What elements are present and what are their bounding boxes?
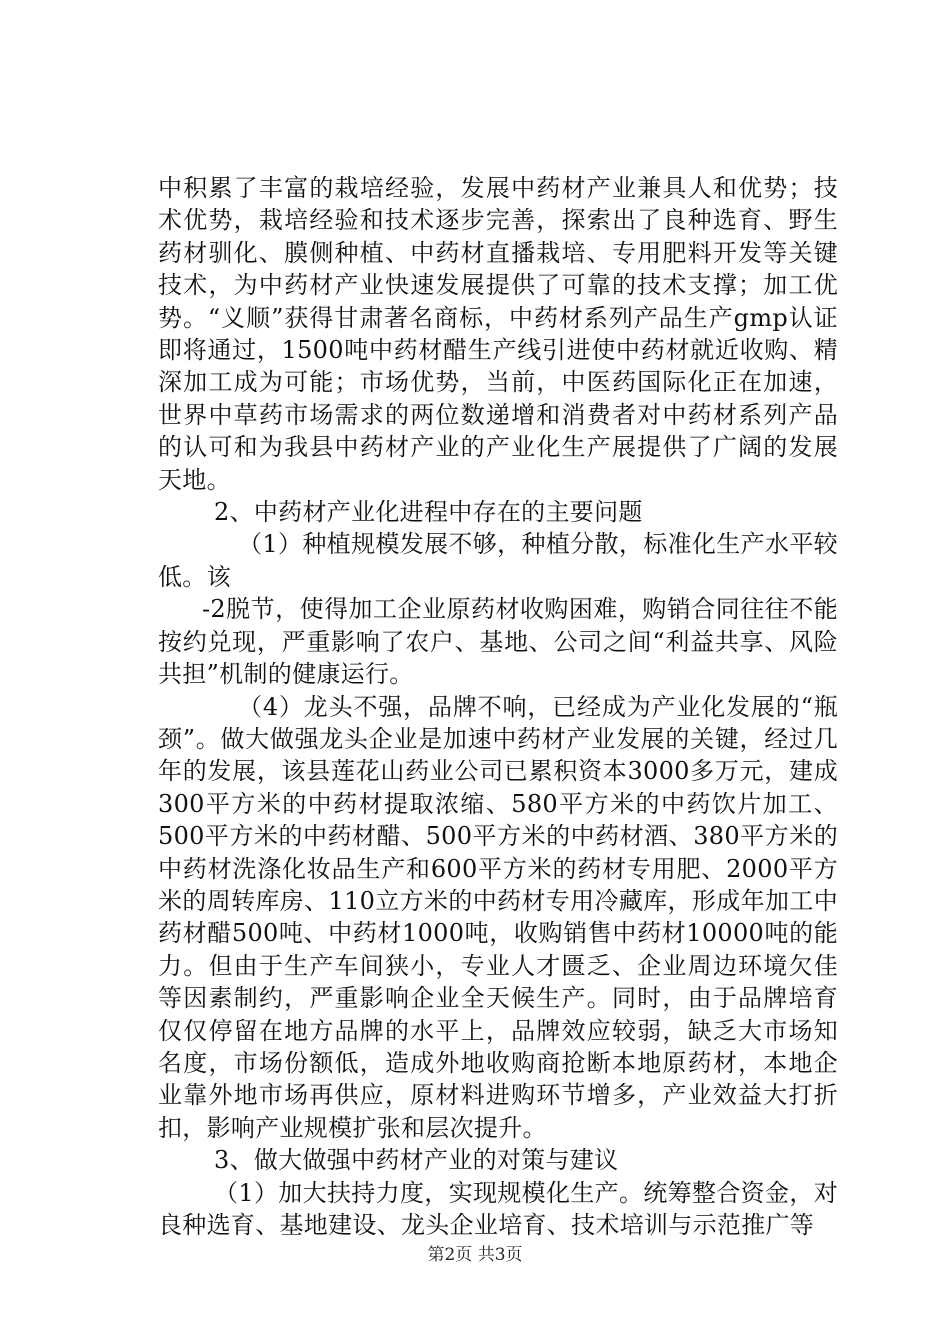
paragraph-advantages: 中积累了丰富的栽培经验，发展中药材产业兼具人和优势；技术优势，栽培经验和技术逐步完善，探索出了良种选育、野生药材驯化、膜侧种植、中药材直播栽培、专用肥料开发等关键技术，为中药材产业快速发展提供了可靠的技术支撑；加工优势。“义顺”获得甘肃著名商标，中药材系列产品生产gmp认证即将通过，1500吨中药材醋生产线引进使中药材就近收购、精深加工成为可能；市场优势，当前，中医药国际化正在加速，世界中草药市场需求的两位数递增和消费者对中药材系列产品的认可和为我县中药材产业的产业化生产展提供了广阔的发展天地。 <box>158 174 838 494</box>
section-heading-problems: 2、中药材产业化进程中存在的主要问题 <box>214 498 643 527</box>
paragraph-problem-4: （4）龙头不强，品牌不响，已经成为产业化发展的“瓶颈”。做大做强龙头企业是加速中药材产业发展的关键，经过几年的发展，该县莲花山药业公司已累积资本3000多万元，建成300平方米的中药材提取浓缩、580平方米的中药饮片加工、500平方米的中药材醋、500平方米的中药材酒、380平方米的中药材洗涤化妆品生产和600平方米的药材专用肥、2000平方米的周转库房、110立方米的中药材专用冷藏库，形成年加工中药材醋500吨、中药材1000吨，收购销售中药材10000吨的能力。但由于生产车间狭小，专业人才匮乏、企业周边环境欠佳等因素制约，严重影响企业全天候生产。同时，由于品牌培育仅仅停留在地方品牌的水平上，品牌效应较弱，缺乏大市场知名度，市场份额低，造成外地收购商抢断本地原药材，本地企业靠外地市场再供应，原材料进购环节增多，产业效益大打折扣，影响产业规模扩张和层次提升。 <box>158 692 838 1142</box>
paragraph-fragment: -2脱节，使得加工企业原药材收购困难，购销合同往往不能按约兑现，严重影响了农户、基地、公司之间“利益共享、风险共担”机制的健康运行。 <box>158 595 838 689</box>
paragraph-problem-1: （1）种植规模发展不够，种植分散，标准化生产水平较低。该 <box>158 530 838 591</box>
page-number-footer: 第2页 共3页 <box>427 1245 523 1265</box>
paragraph-suggestion-1: （1）加大扶持力度，实现规模化生产。统筹整合资金，对良种选育、基地建设、龙头企业培育、技术培训与示范推广等 <box>158 1178 838 1239</box>
document-body <box>158 172 838 1241</box>
section-heading-suggestions: 3、做大做强中药材产业的对策与建议 <box>214 1146 619 1175</box>
